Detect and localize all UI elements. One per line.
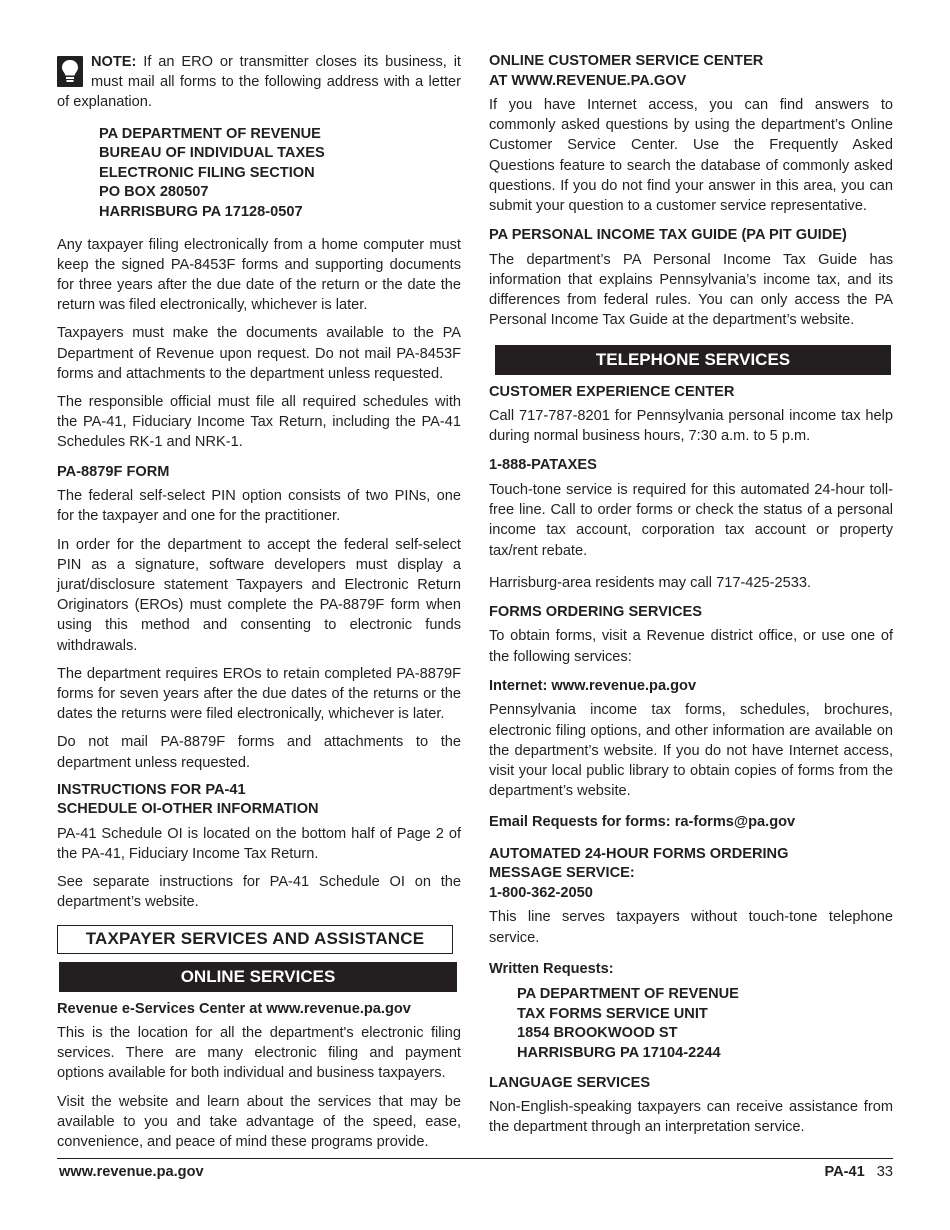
section-heading-pit-guide: PA PERSONAL INCOME TAX GUIDE (PA PIT GUIDE) [489,227,847,244]
heading-line: AT WWW.REVENUE.PA.GOV [489,72,687,89]
ero-mailing-address [99,125,461,223]
paragraph: In order for the department to accept the federal self-select PIN as a signature, software developers must display a jurat/disclosure statement Taxpayers and Electronic Return Originators (EROs) must complete the PA-8879F form when using this method and consenting to electronic funds withdrawals. [57,536,461,654]
heading-line: SCHEDULE OI-OTHER INFORMATION [57,801,319,818]
taxpayer-services-banner: TAXPAYER SERVICES AND ASSISTANCE [57,925,453,954]
address-line: TAX FORMS SERVICE UNIT [517,1005,708,1022]
address-line: PO BOX 280507 [99,184,209,201]
address-line: PA DEPARTMENT OF REVENUE [517,986,739,1003]
right-column [489,52,893,1146]
paragraph: If you have Internet access, you can find answers to commonly asked questions by using the department’s Online Customer Service Center. Use the Frequently Asked Questions feature to search the database of commonly asked questions. If you do not find your answer in this area, you can submit your question to a customer service representative. [489,97,893,215]
paragraph: Harrisburg-area residents may call 717-425-2533. [489,574,812,591]
paragraph: Call 717-787-8201 for Pennsylvania personal income tax help during normal business hours, 7:30 a.m. to 5 p.m. [489,408,893,445]
heading-line: MESSAGE SERVICE: [489,865,635,882]
lightbulb-icon [57,56,83,87]
address-line: ELECTRONIC FILING SECTION [99,164,315,181]
address-line: PA DEPARTMENT OF REVENUE [99,125,321,142]
note-text: If an ERO or transmitter closes its business, it must mail all forms to the following address with a letter of explanation. [57,54,461,111]
page-number: 33 [876,1164,893,1180]
section-heading-eservices: Revenue e-Services Center at www.revenue.pa.gov [57,1000,411,1017]
section-heading-internet: Internet: www.revenue.pa.gov [489,677,697,694]
left-column [57,52,461,1160]
section-heading-email: Email Requests for forms: ra-forms@pa.gov [489,814,796,831]
section-heading-written-requests: Written Requests: [489,960,614,977]
paragraph: Touch-tone service is required for this automated 24-hour toll-free line. Call to order forms or check the status of a personal income tax account, corporation tax account or property tax/rent rebate. [489,481,893,559]
paragraph: Visit the website and learn about the services that may be available to you and take advantage of the speed, ease, convenience, and peace of mind these programs provide. [57,1093,461,1151]
section-heading-instructions [57,781,461,820]
note-block [57,52,461,113]
note-label: NOTE: [91,54,137,70]
paragraph: Non-English-speaking taxpayers can receive assistance from the department through an interpretation service. [489,1099,893,1136]
paragraph: Any taxpayer filing electronically from a home computer must keep the signed PA-8453F forms and supporting documents for three years after the due date of the return or the date the return was filed electronically, whichever is later. [57,236,461,314]
section-heading-customer-experience: CUSTOMER EXPERIENCE CENTER [489,383,735,400]
paragraph: This is the location for all the department's electronic filing services. There are many electronic filing and payment options available for both individual and business taxpayers. [57,1025,461,1082]
section-heading-language-services: LANGUAGE SERVICES [489,1074,651,1091]
heading-line: ONLINE CUSTOMER SERVICE CENTER [489,53,764,69]
paragraph: Do not mail PA-8879F forms and attachments to the department unless requested. [57,734,461,771]
paragraph: The responsible official must file all required schedules with the PA-41, Fiduciary Income Tax Return, including the PA-41 Schedules RK-1 and NRK-1. [57,394,461,451]
paragraph: To obtain forms, visit a Revenue district office, or use one of the following services: [489,628,893,665]
telephone-services-banner: TELEPHONE SERVICES [495,345,891,375]
paragraph: This line serves taxpayers without touch-tone telephone service. [489,909,893,946]
paragraph: The department’s PA Personal Income Tax Guide has information that explains Pennsylvania’s income tax, and its differences from federal rules. You can only access the PA Personal Income Tax Guide at the department’s website. [489,251,893,329]
section-heading-pataxes: 1-888-PATAXES [489,457,597,474]
address-line: BUREAU OF INDIVIDUAL TAXES [99,145,325,162]
paragraph: The department requires EROs to retain completed PA-8879F forms for seven years after the due dates of the returns or the dates the returns were filed electronically, whichever is later. [57,665,461,723]
footer-page-info [824,1161,893,1183]
address-line: HARRISBURG PA 17104-2244 [517,1045,721,1062]
section-heading-online-customer-service [489,52,893,91]
footer-form-name: PA-41 [824,1164,865,1180]
heading-line: 1-800-362-2050 [489,884,593,901]
online-services-banner: ONLINE SERVICES [59,962,457,992]
paragraph: Taxpayers must make the documents available to the PA Department of Revenue upon request. Do not mail PA-8453F forms and attachments to the department unless requested. [57,325,461,382]
paragraph: PA-41 Schedule OI is located on the bottom half of Page 2 of the PA-41, Fiduciary Income Tax Return. [57,825,461,862]
heading-line: INSTRUCTIONS FOR PA-41 [57,781,246,798]
section-heading-forms-ordering: FORMS ORDERING SERVICES [489,603,702,620]
section-heading-automated [489,845,893,904]
forms-mailing-address [517,985,893,1063]
paragraph: The federal self-select PIN option consists of two PINs, one for the taxpayer and one for the practitioner. [57,488,461,525]
paragraph: Pennsylvania income tax forms, schedules, brochures, electronic filing options, and other information are available on the department’s website. If you do not have Internet access, visit your local public library to obtain copies of forms from the department’s website. [489,702,893,800]
section-heading-pa-8879f: PA-8879F FORM [57,463,170,480]
heading-line: AUTOMATED 24-HOUR FORMS ORDERING [489,845,789,862]
page-footer [57,1158,893,1185]
address-line: HARRISBURG PA 17128-0507 [99,203,303,220]
paragraph: See separate instructions for PA-41 Schedule OI on the department’s website. [57,874,461,911]
address-line: 1854 BROOKWOOD ST [517,1025,678,1042]
footer-url: www.revenue.pa.gov [59,1164,204,1180]
